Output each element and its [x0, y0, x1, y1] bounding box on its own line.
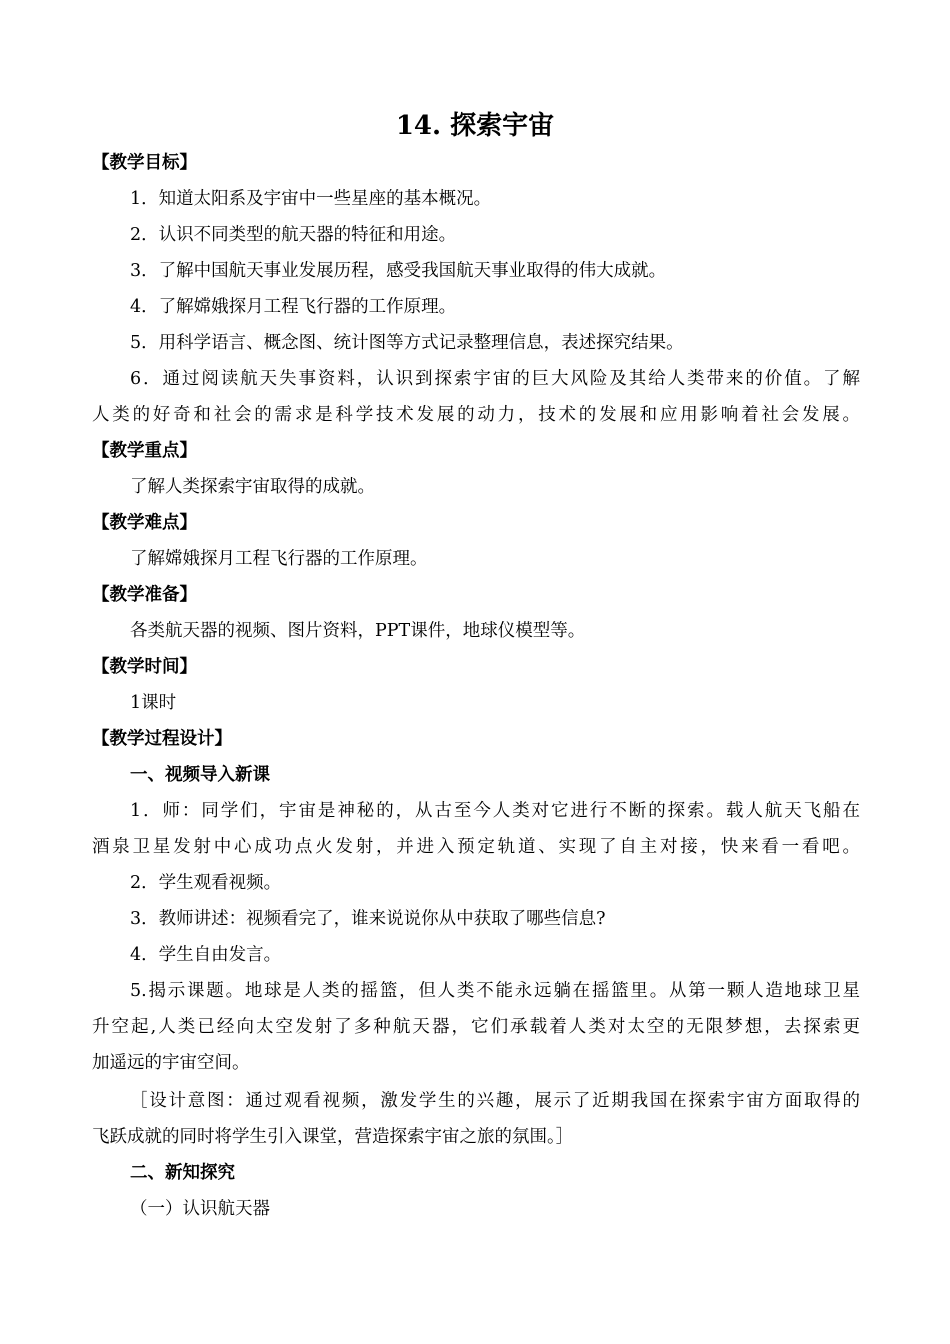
section-1-p5-line-2: 升空起,人类已经向太空发射了多种航天器，它们承载着人类对太空的无限梦想，去探索更	[92, 1017, 860, 1037]
section-1-p1-line-2: 酒泉卫星发射中心成功点火发射，并进入预定轨道、实现了自主对接，快来看一看吧。	[92, 837, 860, 857]
design-intent-line-1: ［设计意图：通过观看视频，激发学生的兴趣，展示了近期我国在探索宇宙方面取得的	[130, 1091, 860, 1111]
goal-item-2: 2．认识不同类型的航天器的特征和用途。	[130, 225, 457, 245]
time-heading: 【教学时间】	[92, 657, 197, 677]
goal-item-6-line-1: 6．通过阅读航天失事资料，认识到探索宇宙的巨大风险及其给人类带来的价值。了解	[130, 369, 860, 389]
process-heading: 【教学过程设计】	[92, 729, 232, 749]
section-1-p5-line-3: 加遥远的宇宙空间。	[92, 1053, 250, 1073]
key-points-heading: 【教学重点】	[92, 441, 197, 461]
design-intent-line-2: 飞跃成就的同时将学生引入课堂，营造探索宇宙之旅的氛围。］	[92, 1127, 574, 1147]
goal-item-1: 1．知道太阳系及宇宙中一些星座的基本概况。	[130, 189, 492, 209]
section-1-p3: 3．教师讲述：视频看完了，谁来说说你从中获取了哪些信息?	[130, 909, 606, 929]
preparation-heading: 【教学准备】	[92, 585, 197, 605]
goal-item-6-line-2: 人类的好奇和社会的需求是科学技术发展的动力，技术的发展和应用影响着社会发展。	[92, 405, 860, 425]
section-1-p1-line-1: 1．师：同学们，宇宙是神秘的，从古至今人类对它进行不断的探索。载人航天飞船在	[130, 801, 860, 821]
preparation-text: 各类航天器的视频、图片资料，PPT课件，地球仪模型等。	[130, 621, 586, 641]
section-2-heading: 二、新知探究	[130, 1163, 235, 1183]
time-text: 1课时	[130, 693, 177, 713]
section-1-p5-line-1: 5.揭示课题。地球是人类的摇篮，但人类不能永远躺在摇篮里。从第一颗人造地球卫星	[130, 981, 860, 1001]
difficulties-text: 了解嫦娥探月工程飞行器的工作原理。	[130, 549, 428, 569]
key-points-text: 了解人类探索宇宙取得的成就。	[130, 477, 375, 497]
goal-item-3: 3．了解中国航天事业发展历程，感受我国航天事业取得的伟大成就。	[130, 261, 667, 281]
goals-heading: 【教学目标】	[92, 153, 197, 173]
section-1-p4: 4．学生自由发言。	[130, 945, 282, 965]
goal-item-5: 5．用科学语言、概念图、统计图等方式记录整理信息，表述探究结果。	[130, 333, 684, 353]
section-2-sub-1: （一）认识航天器	[130, 1199, 270, 1219]
section-1-p2: 2．学生观看视频。	[130, 873, 282, 893]
page-title: 14. 探索宇宙	[395, 111, 555, 141]
section-1-heading: 一、视频导入新课	[130, 765, 270, 785]
goal-item-4: 4．了解嫦娥探月工程飞行器的工作原理。	[130, 297, 457, 317]
difficulties-heading: 【教学难点】	[92, 513, 197, 533]
